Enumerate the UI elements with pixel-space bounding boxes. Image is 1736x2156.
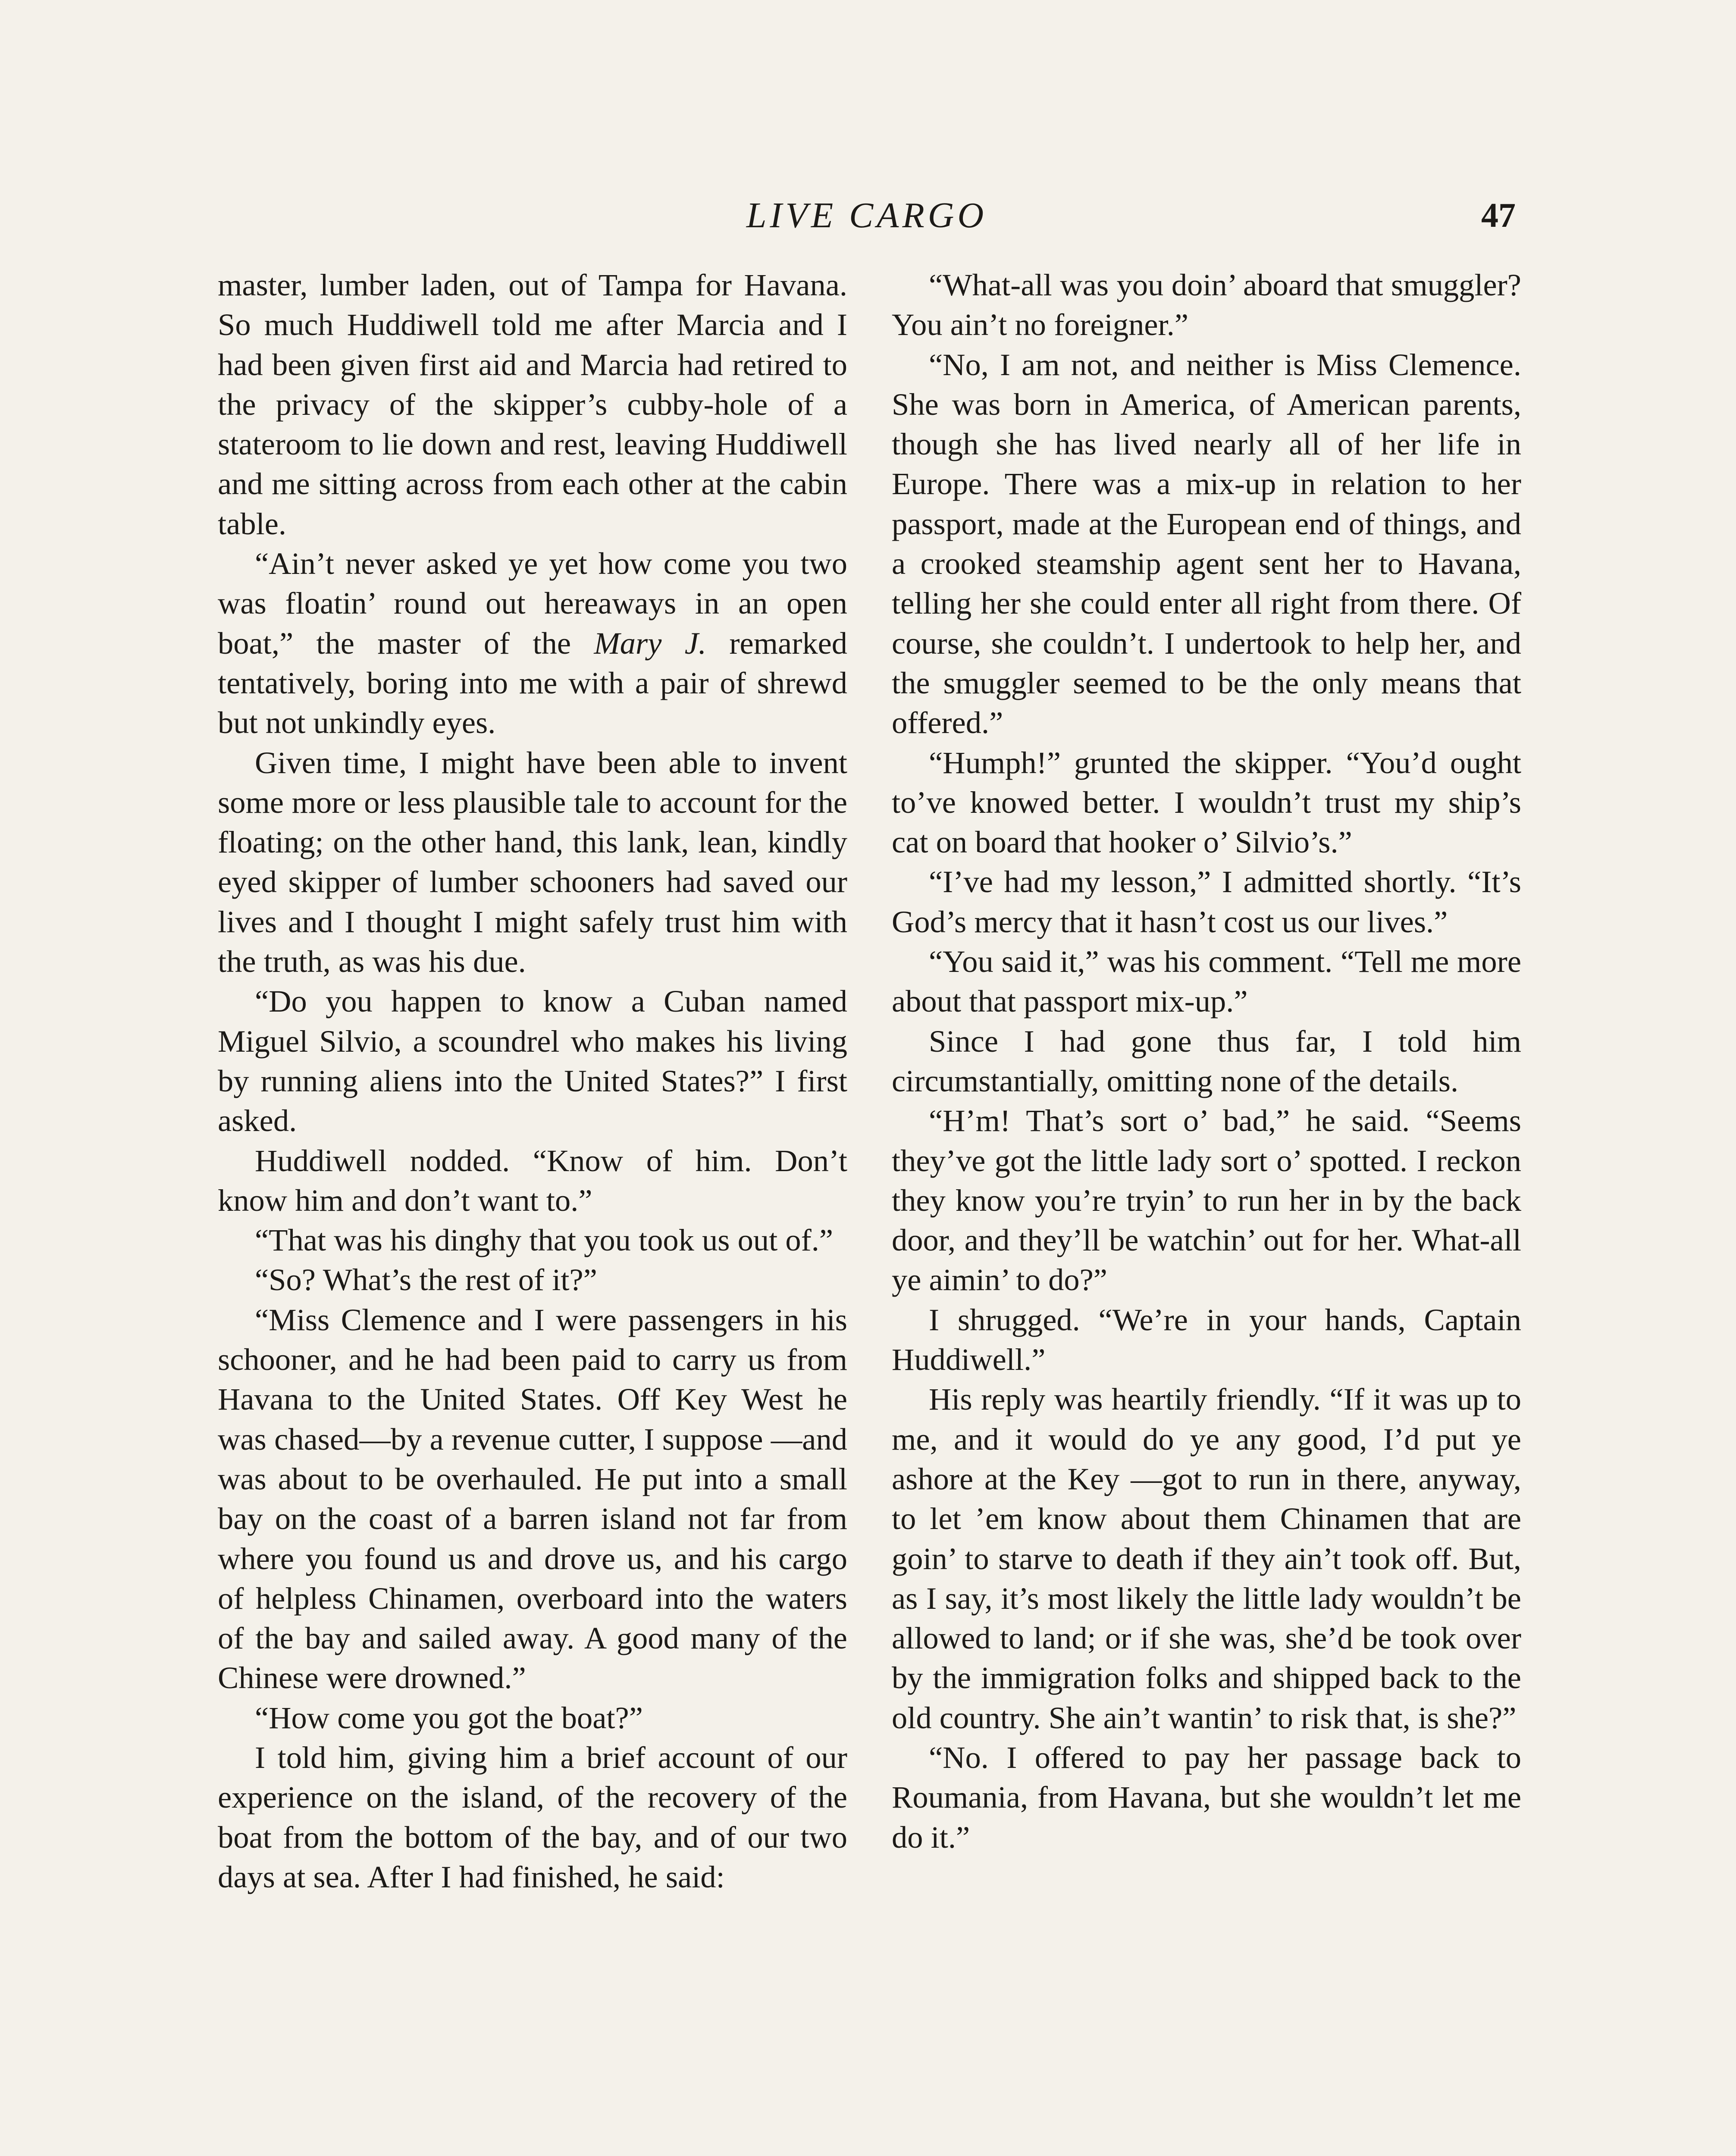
paragraph: “H’m! That’s sort o’ bad,” he said. “Seems they’ve got the little lady sort o’ spotted. I reckon they know you’re tryin’ to run her in by the back door, and they’ll be watchin’ out for her. What-all ye aimin’ to do?” [892,1103,1521,1297]
paragraph: “I’ve had my lesson,” I admitted shortly. “It’s God’s mercy that it hasn’t cost us our lives.” [892,864,1521,939]
paragraph: “How come you got the boat?” [255,1700,643,1735]
left-column [218,265,847,1897]
right-column [892,265,1521,1857]
running-title: LIVE CARGO [746,195,987,235]
paragraph-text: remarked tentatively, boring into me with a pair of shrewd but not unkindly eyes. [218,625,848,740]
paragraph: “No, I am not, and neither is Miss Clemence. She was born in America, of American parents, though she has lived nearly all of her life in Europe. There was a mix-up in relation to her passport, made at the European end of things, and a crooked steamship agent sent her to Havana, telling her she could enter all right from there. Of course, she couldn’t. I undertook to help her, and the smuggler seemed to be the only means that offered.” [892,347,1521,740]
paragraph: “You said it,” was his comment. “Tell me more about that passport mix-up.” [892,944,1521,1019]
page-header [218,190,1516,241]
ship-name: Mary J. [594,625,707,661]
paragraph: His reply was heartily friendly. “If it was up to me, and it would do ye any good, I’d put ye ashore at the Key —got to run in there, anyway, to let ’em know about them Chinamen that are goin’ to starve to death if they ain’t took off. But, as I say, it’s most likely the little lady wouldn’t be allowed to land; or if she was, she’d be took over by the immigration folks and shipped back to the old country. She ain’t wantin’ to risk that, is she?” [892,1382,1521,1735]
paragraph: I shrugged. “We’re in your hands, Captain Huddiwell.” [892,1302,1521,1377]
paragraph: Huddiwell nodded. “Know of him. Don’t know him and don’t want to.” [218,1143,847,1218]
paragraph-text: “Ain’t never asked ye yet how come you two was floatin’ round out hereaways in an open boat,” the master of the [218,546,847,661]
paragraph: “Miss Clemence and I were passengers in his schooner, and he had been paid to carry us from Havana to the United States. Off Key West he was chased—by a revenue cutter, I suppose —and was about to be overhauled. He put into a small bay on the coast of a barren island not far from where you found us and drove us, and his cargo of helpless Chinamen, overboard into the waters of the bay and sailed away. A good many of the Chinese were drowned.” [218,1302,847,1695]
paragraph: I told him, giving him a brief account of our experience on the island, of the recovery of the boat from the bottom of the bay, and of our two days at sea. After I had finished, he said: [218,1739,847,1894]
page-number: 47 [1481,197,1516,235]
paragraph: “Do you happen to know a Cuban named Miguel Silvio, a scoundrel who makes his living by running aliens into the United States?” I first asked. [218,984,847,1138]
paragraph [218,544,847,743]
paragraph: Since I had gone thus far, I told him circumstantially, omitting none of the details. [892,1023,1521,1098]
paragraph: “That was his dinghy that you took us out of.” [255,1222,834,1258]
paragraph: “No. I offered to pay her passage back to Roumania, from Havana, but she wouldn’t let me do it.” [892,1739,1521,1855]
paragraph: “What-all was you doin’ aboard that smuggler? You ain’t no foreigner.” [892,267,1521,342]
paragraph: “Humph!” grunted the skipper. “You’d ought to’ve knowed better. I wouldn’t trust my ship’s cat on board that hooker o’ Silvio’s.” [892,745,1521,860]
paragraph: “So? What’s the rest of it?” [255,1262,597,1297]
paragraph: Given time, I might have been able to invent some more or less plausible tale to account for the floating; on the other hand, this lank, lean, kindly eyed skipper of lumber schooners had saved our lives and I thought I might safely trust him with the truth, as was his due. [218,745,847,979]
paragraph: master, lumber laden, out of Tampa for Havana. So much Huddiwell told me after Marcia and I had been given first aid and Marcia had retired to the privacy of the skipper’s cubby-hole of a stateroom to lie down and rest, leaving Huddiwell and me sitting across from each other at the cabin table. [218,267,847,541]
